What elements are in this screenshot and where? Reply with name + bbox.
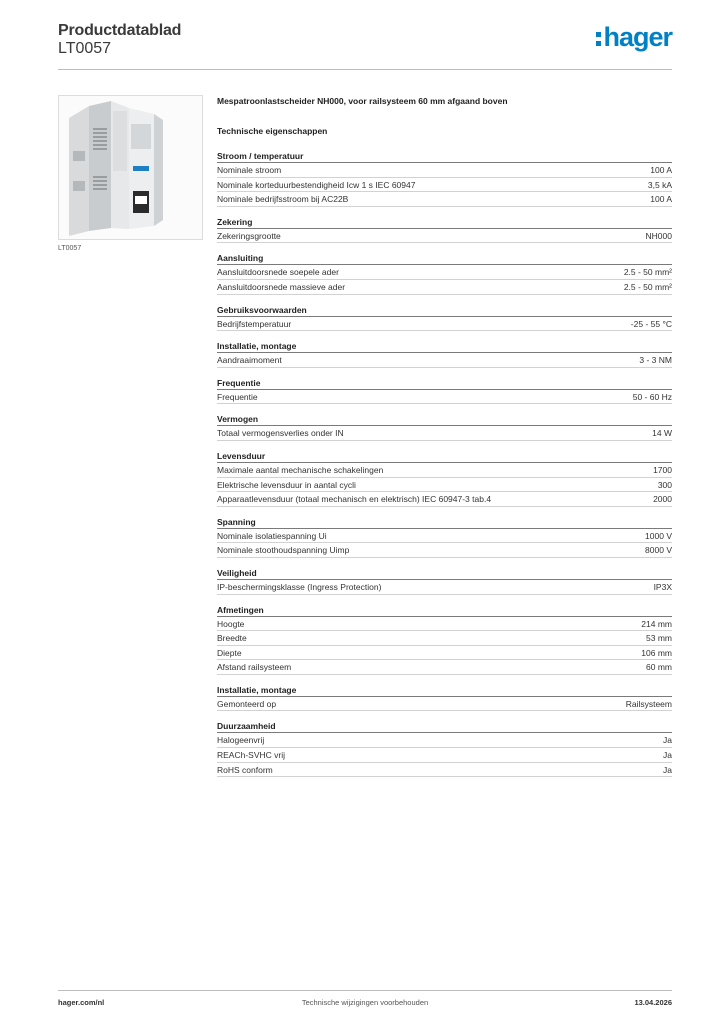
spec-sections — [217, 150, 672, 777]
spec-label: Aansluitdoorsnede massieve ader — [217, 281, 346, 292]
spec-value: 2.5 - 50 mm² — [623, 281, 672, 292]
spec-row — [217, 617, 672, 632]
spec-section — [217, 413, 672, 441]
section-title: Aansluiting — [217, 252, 672, 265]
spec-value: 14 W — [652, 428, 672, 439]
spec-row — [217, 492, 672, 507]
hager-logo — [596, 24, 672, 51]
spec-value: 1700 — [653, 464, 672, 475]
spec-label: Nominale stroom — [217, 165, 282, 175]
page-header — [58, 20, 672, 70]
spec-label: Gemonteerd op — [217, 698, 277, 709]
section-title: Duurzaamheid — [217, 720, 672, 733]
spec-row — [217, 631, 672, 646]
spec-section — [217, 720, 672, 777]
spec-section — [217, 252, 672, 294]
spec-label: Bedrijfstemperatuur — [217, 318, 292, 329]
spec-label: Maximale aantal mechanische schakelingen — [217, 464, 384, 475]
spec-value: 3 - 3 NM — [639, 355, 672, 366]
spec-row — [217, 192, 672, 207]
product-photo-icon — [59, 96, 202, 239]
spec-value: 1000 V — [645, 530, 672, 541]
spec-value: -25 - 55 °C — [630, 318, 672, 329]
section-title: Spanning — [217, 516, 672, 529]
spec-row — [217, 697, 672, 712]
spec-label: Nominale stoothoudspanning Uimp — [217, 545, 350, 556]
spec-row — [217, 733, 672, 748]
spec-row — [217, 265, 672, 280]
spec-section — [217, 567, 672, 595]
spec-label: Aansluitdoorsnede soepele ader — [217, 267, 339, 278]
section-title: Vermogen — [217, 413, 672, 426]
spec-label: IP-beschermingsklasse (Ingress Protection) — [217, 581, 382, 592]
spec-label: REACh-SVHC vrij — [217, 750, 286, 761]
page-footer — [58, 990, 672, 1010]
spec-section — [217, 150, 672, 207]
spec-label: Diepte — [217, 647, 242, 658]
logo-dots-icon — [596, 32, 601, 46]
spec-label: Hoogte — [217, 618, 245, 629]
section-title: Installatie, montage — [217, 684, 672, 697]
spec-label: Frequentie — [217, 391, 258, 402]
spec-row — [217, 646, 672, 661]
spec-value: 2000 — [653, 494, 672, 505]
spec-value: 8000 V — [645, 545, 672, 556]
spec-row — [217, 426, 672, 441]
section-title: Frequentie — [217, 377, 672, 390]
spec-value: IP3X — [653, 581, 672, 592]
footer-website: hager.com/nl — [58, 998, 105, 1007]
spec-value: NH000 — [645, 230, 672, 241]
spec-row — [217, 763, 672, 778]
spec-value: Ja — [663, 750, 672, 761]
spec-value: 3,5 kA — [647, 179, 672, 190]
logo-wordmark: hager — [603, 22, 672, 52]
section-title: Zekering — [217, 216, 672, 229]
spec-value: 53 mm — [646, 633, 672, 644]
product-code: LT0057 — [58, 40, 112, 57]
spec-row — [217, 478, 672, 493]
product-description: Mespatroonlastscheider NH000, voor railsysteem 60 mm afgaand boven — [217, 96, 508, 106]
spec-label: Zekeringsgrootte — [217, 230, 281, 241]
spec-label: Aandraaimoment — [217, 355, 282, 366]
spec-section — [217, 340, 672, 368]
spec-row — [217, 390, 672, 405]
spec-value: 2.5 - 50 mm² — [623, 267, 672, 278]
spec-row — [217, 178, 672, 193]
spec-value: 100 A — [650, 165, 672, 175]
spec-section — [217, 377, 672, 405]
spec-value: 300 — [657, 479, 672, 490]
spec-label: Breedte — [217, 633, 247, 644]
spec-row — [217, 280, 672, 295]
product-image — [58, 95, 203, 240]
spec-row — [217, 317, 672, 332]
spec-section — [217, 216, 672, 244]
spec-row — [217, 543, 672, 558]
spec-label: Elektrische levensduur in aantal cycli — [217, 479, 356, 490]
spec-label: Nominale korteduurbestendigheid Icw 1 s IEC 60947 — [217, 179, 416, 190]
section-title: Stroom / temperatuur — [217, 150, 672, 163]
spec-section — [217, 684, 672, 712]
tech-properties-title: Technische eigenschappen — [217, 126, 328, 136]
spec-value: 106 mm — [641, 647, 672, 658]
spec-value: 60 mm — [646, 662, 672, 673]
spec-label: Halogeenvrij — [217, 735, 265, 746]
spec-label: Afstand railsysteem — [217, 662, 292, 673]
section-title: Levensduur — [217, 450, 672, 463]
spec-value: 50 - 60 Hz — [632, 391, 672, 402]
section-title: Afmetingen — [217, 604, 672, 617]
footer-date: 13.04.2026 — [634, 998, 672, 1007]
spec-section — [217, 304, 672, 332]
spec-value: Ja — [663, 764, 672, 775]
spec-row — [217, 748, 672, 763]
spec-row — [217, 529, 672, 544]
spec-label: Apparaatlevensduur (totaal mechanisch en elektrisch) IEC 60947-3 tab.4 — [217, 494, 492, 505]
section-title: Veiligheid — [217, 567, 672, 580]
spec-value: 100 A — [650, 194, 672, 205]
spec-section — [217, 516, 672, 558]
spec-value: 214 mm — [641, 618, 672, 629]
spec-row — [217, 463, 672, 478]
spec-value: Ja — [663, 735, 672, 746]
section-title: Gebruiksvoorwaarden — [217, 304, 672, 317]
spec-row — [217, 660, 672, 675]
spec-label: Nominale isolatiespanning Ui — [217, 530, 327, 541]
spec-row — [217, 353, 672, 368]
footer-disclaimer: Technische wijzigingen voorbehouden — [301, 998, 429, 1007]
spec-value: Railsysteem — [625, 698, 672, 709]
spec-row — [217, 229, 672, 244]
spec-label: RoHS conform — [217, 764, 273, 775]
spec-section — [217, 450, 672, 507]
specifications — [217, 96, 672, 786]
spec-row — [217, 580, 672, 595]
spec-label: Totaal vermogensverlies onder IN — [217, 428, 344, 439]
image-caption: LT0057 — [58, 245, 82, 252]
spec-label: Nominale bedrijfsstroom bij AC22B — [217, 194, 349, 205]
document-title: Productdatablad — [58, 22, 182, 39]
spec-row — [217, 163, 672, 178]
spec-section — [217, 604, 672, 675]
section-title: Installatie, montage — [217, 340, 672, 353]
